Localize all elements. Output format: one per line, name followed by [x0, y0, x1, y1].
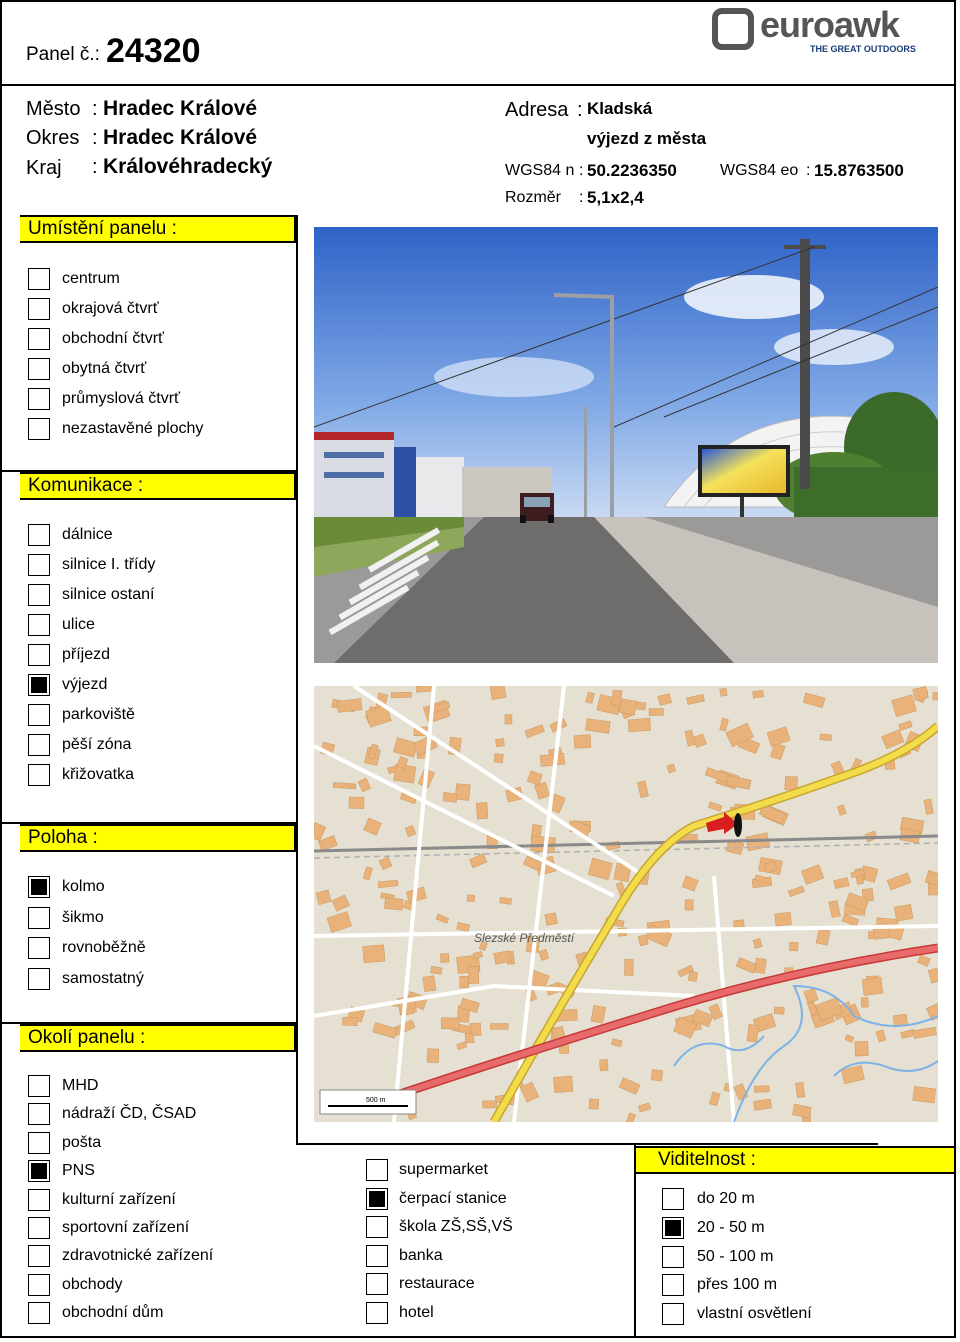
map-building — [685, 900, 693, 910]
bottom-divider — [296, 1143, 878, 1145]
checkbox-banka[interactable] — [366, 1245, 388, 1267]
checkbox-label-prumyslova-ctvrt: průmyslová čtvrť — [62, 390, 181, 407]
checkbox-label-rovnobezne: rovnoběžně — [62, 939, 146, 956]
rozmer-colon: : — [579, 189, 584, 206]
checkbox-label-pns: PNS — [62, 1162, 95, 1180]
map-building — [775, 912, 792, 926]
mesto-value: Hradec Králové — [103, 97, 258, 120]
district-label: Slezské Předměstí — [474, 931, 575, 945]
map-building — [754, 1086, 769, 1093]
checkbox-nadrazi-cd-csad[interactable] — [28, 1103, 50, 1125]
checkbox-samostatny[interactable] — [28, 968, 50, 990]
mesto-label: Město — [26, 98, 81, 120]
checkbox-vlastni-osvetleni[interactable] — [662, 1303, 684, 1325]
checkbox-label-kolmo: kolmo — [62, 878, 105, 895]
map-building — [600, 1059, 609, 1071]
checkbox-zdravotnicke-zarizeni[interactable] — [28, 1245, 50, 1267]
kraj-colon: : — [92, 156, 98, 178]
checkbox-label-hotel: hotel — [399, 1304, 434, 1321]
map-building — [894, 904, 913, 921]
checkbox-label-parkoviste: parkoviště — [62, 706, 135, 723]
map-building — [384, 898, 403, 911]
map-building — [796, 1082, 805, 1097]
adresa-colon: : — [577, 99, 583, 121]
checkbox-label-samostatny: samostatný — [62, 969, 144, 987]
checkbox-50-100-m[interactable] — [662, 1246, 684, 1268]
map-building — [649, 708, 663, 715]
map-building — [747, 1024, 759, 1042]
adresa-label: Adresa — [505, 99, 569, 121]
section-komunikace: Komunikace : — [20, 472, 296, 500]
map-building — [540, 753, 565, 766]
checkbox-20-50-m[interactable] — [662, 1217, 684, 1239]
checkbox-label-50-100-m: 50 - 100 m — [697, 1247, 774, 1265]
billboard-photo — [314, 227, 938, 663]
checkbox-rovnobezne[interactable] — [28, 937, 50, 959]
checkbox-sikmo[interactable] — [28, 907, 50, 929]
map-building — [490, 686, 506, 700]
location-map — [314, 686, 938, 1122]
logo-tagline: THE GREAT OUTDOORS — [810, 44, 916, 54]
checkbox-posta[interactable] — [28, 1132, 50, 1154]
map-building — [820, 734, 832, 741]
map-building — [628, 718, 651, 732]
billboard-marker-icon — [734, 813, 742, 837]
map-building — [612, 690, 622, 706]
checkbox-label-krizovatka: křižovatka — [62, 766, 135, 783]
checkbox-label-skola-zs-ss-vs: škola ZŠ,SŠ,VŠ — [399, 1218, 513, 1236]
wgs-n-label: WGS84 n — [505, 162, 575, 179]
checkbox-label-20-50-m: 20 - 50 m — [697, 1218, 765, 1236]
map-building — [483, 1101, 497, 1108]
map-building — [455, 784, 470, 801]
map-building — [545, 913, 558, 926]
checkbox-label-kulturni-zarizeni: kulturní zařízení — [62, 1190, 176, 1208]
map-building — [574, 735, 591, 749]
map-building — [624, 959, 633, 975]
checkbox-kolmo[interactable] — [28, 876, 50, 898]
rozmer-label: Rozměr — [505, 189, 562, 206]
checkbox-obchodni-dum[interactable] — [28, 1302, 50, 1324]
map-building — [468, 967, 478, 984]
kraj-label: Kraj — [26, 157, 62, 179]
kraj-value: Královéhradecký — [103, 155, 273, 178]
map-canvas — [314, 686, 938, 1122]
checkbox-label-silnice-i-tridy: silnice I. třídy — [62, 556, 156, 573]
euroawk-logo — [712, 6, 926, 58]
adresa-line2: výjezd z města — [587, 129, 707, 148]
checkbox-cerpaci-stanice[interactable] — [366, 1188, 388, 1210]
map-building — [505, 715, 512, 725]
section-okoli: Okolí panelu : — [20, 1024, 296, 1052]
checkbox-supermarket[interactable] — [366, 1159, 388, 1181]
checkbox-label-restaurace: restaurace — [399, 1275, 475, 1293]
panel-number: 24320 — [106, 32, 201, 70]
checkbox-label-pres-100-m: přes 100 m — [697, 1276, 778, 1294]
checkbox-label-obchodni-ctvrt: obchodní čtvrť — [62, 330, 165, 347]
map-building — [440, 953, 449, 962]
checkbox-nezastavene-plochy[interactable] — [28, 418, 50, 440]
checkbox-label-nadrazi-cd-csad: nádraží ČD, ČSAD — [62, 1105, 197, 1123]
map-building — [496, 739, 505, 747]
map-building — [467, 895, 475, 902]
checkbox-vyjezd[interactable] — [28, 674, 50, 696]
checkbox-label-obchody: obchody — [62, 1275, 123, 1293]
section-viditelnost: Viditelnost : — [636, 1146, 954, 1174]
checkbox-label-obytna-ctvrt: obytná čtvrť — [62, 360, 147, 377]
checkbox-label-banka: banka — [399, 1246, 443, 1264]
map-scale-label: 500 m — [366, 1097, 386, 1104]
checkbox-label-sportovni-zarizeni: sportovní zařízení — [62, 1219, 190, 1236]
checkbox-label-obchodni-dum: obchodní dům — [62, 1304, 164, 1322]
left-column-divider — [296, 215, 298, 1145]
checkbox-obchodni-ctvrt[interactable] — [28, 328, 50, 350]
okres-value: Hradec Králové — [103, 126, 258, 149]
rozmer-value: 5,1x2,4 — [587, 188, 644, 207]
checkbox-skola-zs-ss-vs[interactable] — [366, 1216, 388, 1238]
checkbox-hotel[interactable] — [366, 1302, 388, 1324]
checkbox-prijezd[interactable] — [28, 644, 50, 666]
map-building — [443, 792, 457, 802]
checkbox-dalnice[interactable] — [28, 524, 50, 546]
map-building — [789, 942, 798, 951]
checkbox-okrajova-ctvrt[interactable] — [28, 298, 50, 320]
checkbox-label-nezastavene-plochy: nezastavěné plochy — [62, 420, 204, 437]
checkbox-centrum[interactable] — [28, 268, 50, 290]
checkbox-sportovni-zarizeni[interactable] — [28, 1217, 50, 1239]
checkbox-label-ulice: ulice — [62, 616, 95, 633]
checkbox-label-mhd: MHD — [62, 1077, 99, 1094]
logo-wordmark: euroawk — [760, 4, 900, 45]
map-building — [589, 1099, 599, 1109]
checkbox-label-prijezd: příjezd — [62, 646, 111, 663]
checkbox-label-centrum: centrum — [62, 270, 120, 287]
checkbox-silnice-ostani[interactable] — [28, 584, 50, 606]
okres-label: Okres — [26, 127, 80, 149]
checkbox-kulturni-zarizeni[interactable] — [28, 1189, 50, 1211]
map-building — [476, 802, 488, 819]
map-building — [933, 692, 938, 700]
map-building — [862, 977, 883, 995]
checkbox-label-pesi-zona: pěší zóna — [62, 736, 132, 753]
checkbox-label-supermarket: supermarket — [399, 1161, 488, 1178]
map-building — [460, 976, 469, 988]
checkbox-label-do-20-m: do 20 m — [697, 1190, 755, 1207]
checkbox-obytna-ctvrt[interactable] — [28, 358, 50, 380]
mesto-colon: : — [92, 98, 98, 120]
map-building — [638, 935, 648, 946]
checkbox-label-dalnice: dálnice — [62, 526, 113, 543]
map-building — [554, 1076, 574, 1093]
map-building — [423, 976, 436, 992]
wgs-n-colon: : — [579, 162, 584, 179]
map-building — [441, 1018, 459, 1029]
checkbox-mhd[interactable] — [28, 1075, 50, 1097]
map-building — [465, 1033, 474, 1043]
checkbox-label-okrajova-ctvrt: okrajová čtvrť — [62, 300, 159, 317]
map-building — [651, 1069, 663, 1081]
checkbox-obchody[interactable] — [28, 1274, 50, 1296]
map-building — [753, 690, 764, 698]
map-building — [391, 692, 411, 698]
map-building — [427, 1049, 439, 1063]
checkbox-label-posta: pošta — [62, 1133, 102, 1151]
map-building — [363, 945, 385, 963]
checkbox-label-cerpaci-stanice: čerpací stanice — [399, 1189, 507, 1207]
map-building — [785, 776, 798, 790]
map-building — [861, 998, 868, 1008]
panel-label: Panel č.: — [26, 44, 100, 65]
map-building — [337, 699, 362, 713]
okres-colon: : — [92, 127, 98, 149]
wgs-n-value: 50.2236350 — [587, 161, 677, 180]
map-building — [913, 1086, 936, 1103]
map-building — [688, 971, 698, 982]
checkbox-ulice[interactable] — [28, 614, 50, 636]
map-building — [720, 688, 727, 696]
adresa-line1: Kladská — [587, 99, 653, 118]
checkbox-do-20-m[interactable] — [662, 1188, 684, 1210]
checkbox-label-vlastni-osvetleni: vlastní osvětlení — [697, 1305, 812, 1323]
checkbox-silnice-i-tridy[interactable] — [28, 554, 50, 576]
header-divider — [0, 84, 956, 86]
map-building — [855, 1041, 868, 1056]
checkbox-parkoviste[interactable] — [28, 704, 50, 726]
checkbox-pns[interactable] — [28, 1160, 50, 1182]
map-building — [494, 753, 503, 763]
map-building — [342, 1017, 357, 1025]
section-poloha: Poloha : — [20, 824, 296, 852]
checkbox-label-vyjezd: výjezd — [62, 676, 108, 693]
left-divider-1 — [0, 470, 298, 472]
map-building — [349, 797, 364, 809]
checkbox-label-sikmo: šikmo — [62, 908, 104, 926]
checkbox-pesi-zona[interactable] — [28, 734, 50, 756]
checkbox-krizovatka[interactable] — [28, 764, 50, 786]
map-building — [490, 1023, 508, 1029]
checkbox-pres-100-m[interactable] — [662, 1274, 684, 1296]
left-divider-3 — [0, 1022, 298, 1024]
checkbox-restaurace[interactable] — [366, 1273, 388, 1295]
left-divider-2 — [0, 822, 298, 824]
wgs-e-label: WGS84 eo — [720, 162, 799, 179]
checkbox-label-silnice-ostani: silnice ostaní — [62, 586, 155, 603]
wgs-e-colon: : — [806, 162, 811, 179]
checkbox-prumyslova-ctvrt[interactable] — [28, 388, 50, 410]
checkbox-label-zdravotnicke-zarizeni: zdravotnické zařízení — [62, 1247, 214, 1265]
section-umisteni: Umístění panelu : — [20, 215, 296, 243]
map-building — [774, 1007, 784, 1014]
wgs-e-value: 15.8763500 — [814, 161, 904, 180]
